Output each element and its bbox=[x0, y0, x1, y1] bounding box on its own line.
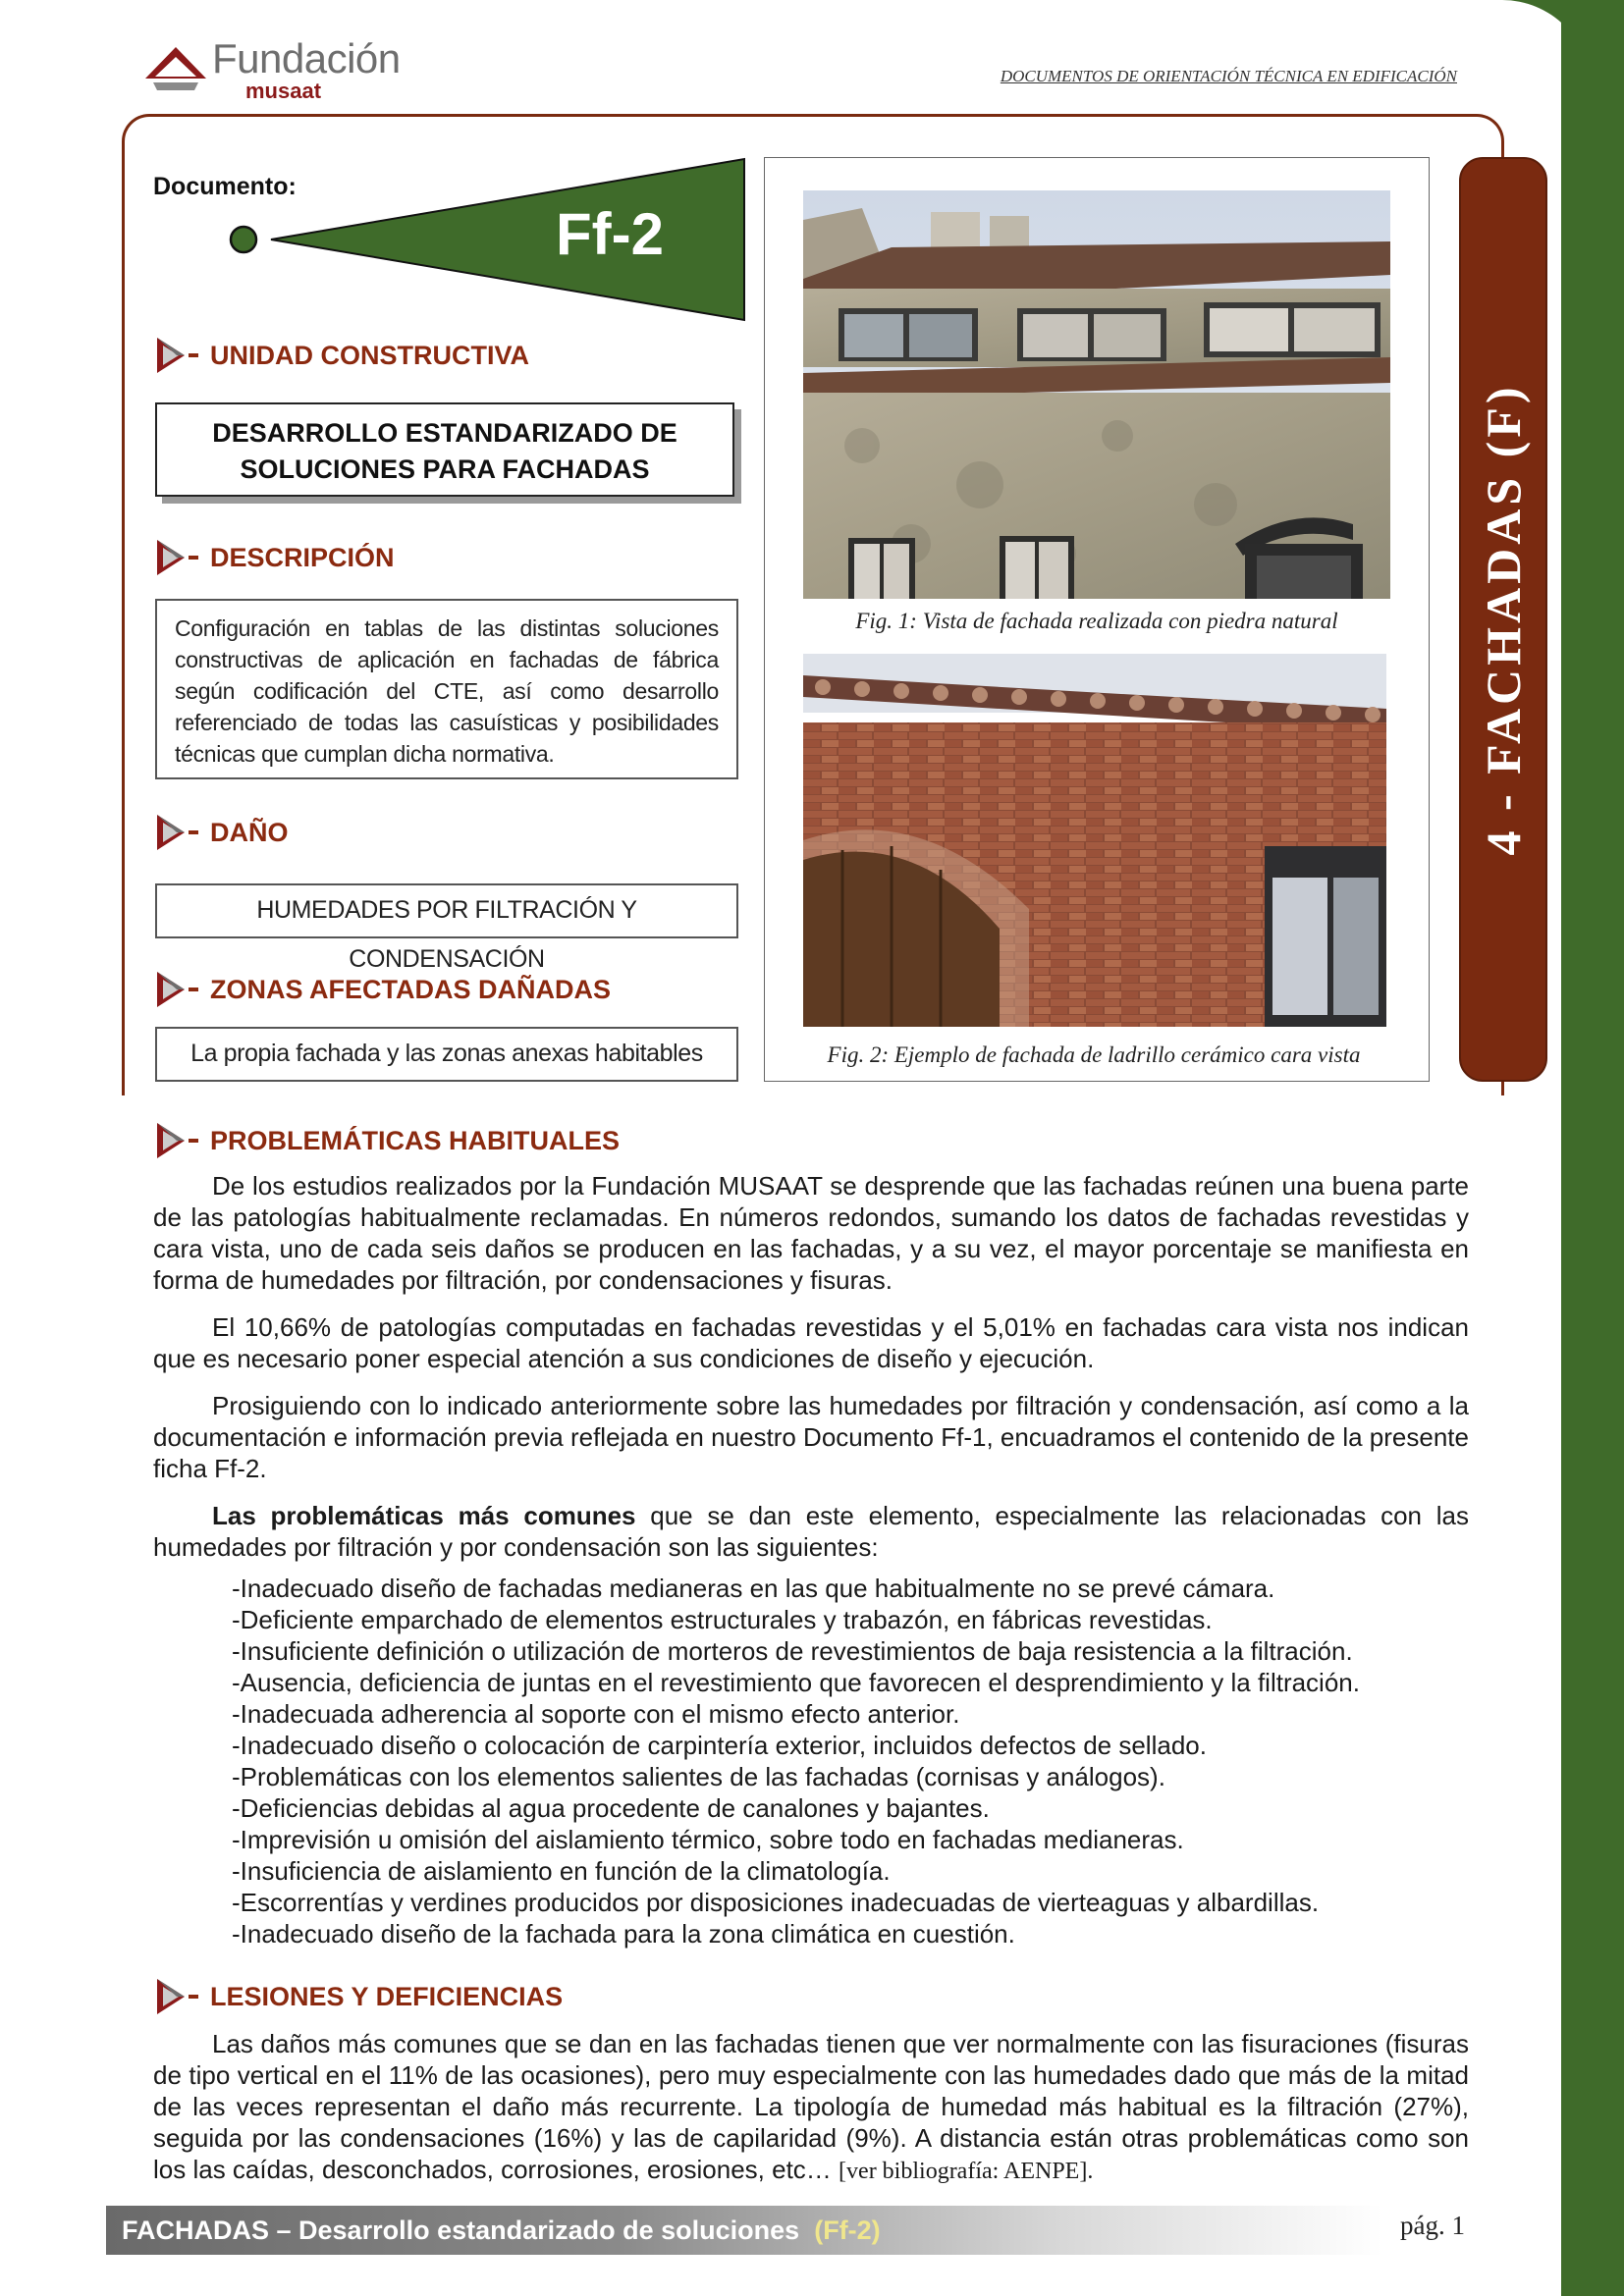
document-label: Documento: bbox=[153, 173, 297, 200]
descripcion-box bbox=[155, 599, 738, 779]
photo-stone-facade bbox=[803, 190, 1390, 599]
list-item: -Inadecuada adherencia al soporte con el mismo efecto anterior. bbox=[232, 1699, 960, 1729]
list-item: -Ausencia, deficiencia de juntas en el revestimiento que favorecen el desprendimiento y la filtración. bbox=[232, 1668, 1360, 1697]
lesiones-text: Las daños más comunes que se dan en las fachadas tienen que ver normalmente con las fisuraciones (fisuras de tipo vertical en el 11% de las ocasiones), pero muy especialmente con las humedades dado que más de la mitad de las veces representan el daño más recurrente. La tipología de humedad más habitual es la filtración (27%), seguida por las condensaciones (16%) y las de capilaridad (9%). A distancia están otras problemáticas como son los las caídas, desconchados, corrosiones, erosiones, etc… bbox=[153, 2029, 1469, 2184]
figure-2-caption: Fig. 2: Ejemplo de fachada de ladrillo cerámico cara vista bbox=[827, 1042, 1361, 1067]
zonas-box bbox=[155, 1027, 738, 1082]
document-flag-icon bbox=[224, 157, 746, 324]
section-lesiones-title: LESIONES Y DEFICIENCIAS bbox=[210, 1981, 564, 2011]
section-unidad-head bbox=[155, 334, 529, 377]
lesiones-paragraph bbox=[153, 2028, 1469, 2187]
series-title: DOCUMENTOS DE ORIENTACIÓN TÉCNICA EN EDIFICACIÓN bbox=[1000, 67, 1457, 85]
brick-facade-image bbox=[803, 654, 1386, 1027]
footer-title bbox=[122, 2216, 881, 2246]
footer-title-text: FACHADAS – Desarrollo estandarizado de soluciones bbox=[122, 2216, 800, 2245]
problematicas-list bbox=[232, 1573, 1459, 1949]
section-arrow-icon bbox=[155, 1119, 206, 1162]
section-lesiones-head bbox=[155, 1975, 563, 2018]
section-problematicas-title: PROBLEMÁTICAS HABITUALES bbox=[210, 1125, 620, 1155]
list-item: -Problemáticas con los elementos salientes de las fachadas (cornisas y análogos). bbox=[232, 1762, 1165, 1791]
list-item: -Deficiente emparchado de elementos estructurales y trabazón, en fábricas revestidas. bbox=[232, 1605, 1213, 1634]
list-item: -Deficiencias debidas al agua procedente de canalones y bajantes. bbox=[232, 1793, 990, 1823]
page-number: pág. 1 bbox=[1400, 2211, 1465, 2240]
list-item: -Inadecuado diseño o colocación de carpintería exterior, incluidos defectos de sellado. bbox=[232, 1731, 1207, 1760]
list-item: -Inadecuado diseño de la fachada para la zona climática en cuestión. bbox=[232, 1919, 1015, 1949]
section-arrow-icon bbox=[155, 1975, 206, 2018]
section-descripcion-head bbox=[155, 536, 395, 579]
problematicas-paragraph-3: Prosiguiendo con lo indicado anteriormente sobre las humedades por filtración y condensación, así como a la documentación e información previa reflejada en nuestro Documento Ff-1, encuadramos el contenido de la presente ficha Ff-2. bbox=[153, 1391, 1469, 1483]
section-problematicas-head bbox=[155, 1119, 620, 1162]
list-item: -Insuficiente definición o utilización de morteros de revestimientos de baja resistencia a la filtración. bbox=[232, 1636, 1353, 1666]
problematicas-bold-lead: Las problemáticas más comunes bbox=[212, 1501, 636, 1530]
section-descripcion-title: DESCRIPCIÓN bbox=[210, 542, 395, 572]
zonas-text: La propia fachada y las zonas anexas habitables bbox=[190, 1040, 703, 1067]
problematicas-paragraph-4 bbox=[153, 1500, 1469, 1563]
photo-brick-facade bbox=[803, 654, 1386, 1027]
footer-code: (Ff-2) bbox=[814, 2216, 881, 2245]
section-zonas-head bbox=[155, 968, 611, 1011]
figure-1-caption: Fig. 1: Vista de fachada realizada con piedra natural bbox=[855, 609, 1338, 633]
unidad-line-2: SOLUCIONES PARA FACHADAS bbox=[240, 454, 650, 484]
section-dano-head bbox=[155, 811, 289, 854]
problematicas-paragraph-1: De los estudios realizados por la Fundación MUSAAT se desprende que las fachadas reúnen una buena parte de las patologías habitualmente reclamadas. En números redondos, sumando los datos de fachadas revestidas y cara vista, uno de cada seis daños se producen en las fachadas, y a su vez, el mayor porcentaje se manifiesta en forma de humedades por filtración, por condensaciones y fisuras. bbox=[153, 1171, 1469, 1295]
dano-box bbox=[155, 883, 738, 973]
section-arrow-icon bbox=[155, 334, 206, 377]
logo-name: Fundación bbox=[212, 35, 401, 81]
unidad-line-1: DESARROLLO ESTANDARIZADO DE bbox=[212, 418, 677, 448]
chapter-tab-label: 4 - FACHADAS (F) bbox=[1476, 383, 1531, 856]
bibliography-ref: [ver bibliografía: AENPE]. bbox=[839, 2159, 1094, 2184]
section-arrow-icon bbox=[155, 811, 206, 854]
list-item: -Insuficiencia de aislamiento en función de la climatología. bbox=[232, 1856, 891, 1886]
list-item: -Inadecuado diseño de fachadas medianeras en las que habitualmente no se prevé cámara. bbox=[232, 1574, 1275, 1603]
page-edge-band bbox=[1561, 0, 1624, 2296]
list-item: -Escorrentías y verdines producidos por disposiciones inadecuadas de vierteaguas y albardillas. bbox=[232, 1888, 1320, 1917]
section-arrow-icon bbox=[155, 536, 206, 579]
section-arrow-icon bbox=[155, 968, 206, 1011]
document-code: Ff-2 bbox=[556, 201, 664, 267]
problematicas-p4-rest: que se dan este elemento, especialmente las relacionadas con las humedades por filtración y por condensación son las siguientes: bbox=[153, 1501, 1469, 1562]
descripcion-text: Configuración en tablas de las distintas soluciones constructivas de aplicación en fachadas de fábrica según codificación del CTE, así como desarrollo referenciado de todas las casuísticas y posibilidades técnicas que cumplan dicha normativa. bbox=[175, 615, 719, 767]
section-unidad-title: UNIDAD CONSTRUCTIVA bbox=[210, 340, 529, 370]
logo-sub: musaat bbox=[245, 79, 322, 103]
problematicas-paragraph-2: El 10,66% de patologías computadas en fachadas revestidas y el 5,01% en fachadas cara vista nos indican que es necesario poner especial atención a sus condiciones de diseño y ejecución. bbox=[153, 1312, 1469, 1373]
section-zonas-title: ZONAS AFECTADAS DAÑADAS bbox=[210, 974, 611, 1004]
unidad-box bbox=[155, 402, 734, 497]
section-dano-title: DAÑO bbox=[210, 817, 289, 847]
list-item: -Imprevisión u omisión del aislamiento térmico, sobre todo en fachadas medianeras. bbox=[232, 1825, 1184, 1854]
dano-text: HUMEDADES POR FILTRACIÓN Y CONDENSACIÓN bbox=[256, 896, 637, 973]
fundacion-musaat-logo bbox=[143, 35, 399, 104]
stone-facade-image bbox=[803, 190, 1390, 599]
triangle-logo-icon bbox=[143, 45, 208, 94]
